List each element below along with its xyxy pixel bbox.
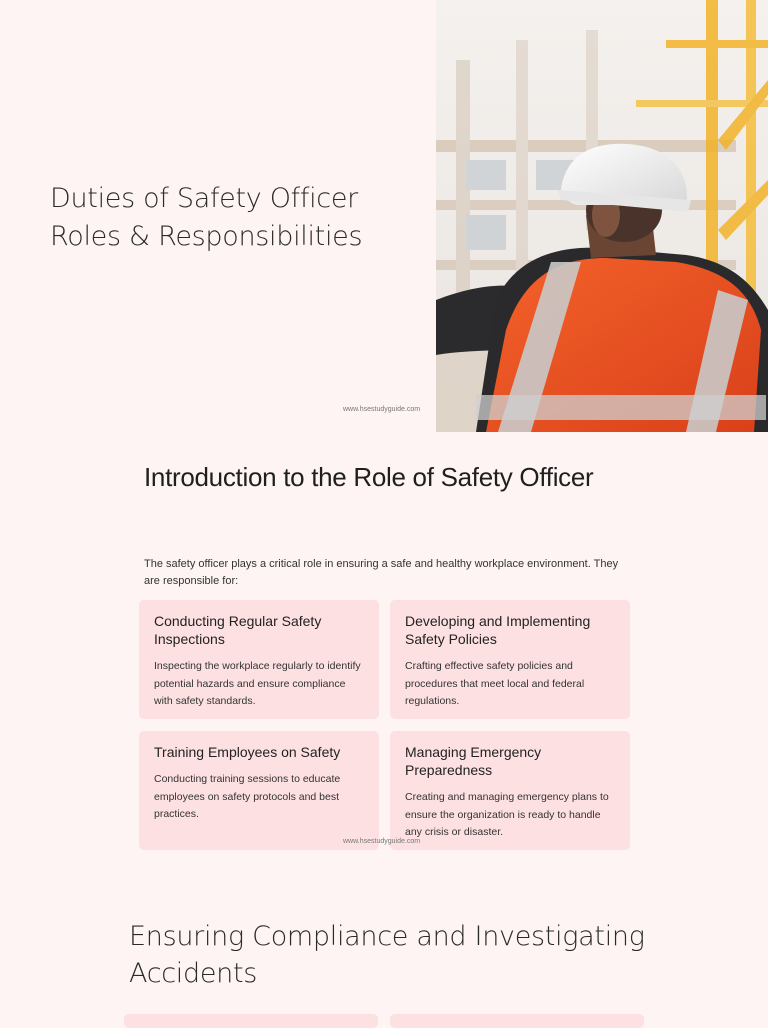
duty-card-training	[139, 731, 379, 850]
slide-heading: Introduction to the Role of Safety Officer	[144, 462, 594, 492]
watermark: www.hsestudyguide.com	[343, 406, 421, 413]
slide-title	[50, 180, 362, 256]
card-text: Crafting effective safety policies and procedures that meet local and federal regulations.	[405, 660, 585, 707]
card-text: Conducting training sessions to educate employees on safety protocols and best practices.	[154, 773, 341, 820]
card-title: Training Employees on Safety	[154, 744, 341, 760]
duty-card-policies	[390, 600, 630, 719]
duty-card-emergency	[390, 731, 630, 850]
card-title: Managing Emergency Preparedness	[405, 744, 542, 778]
card-text: Inspecting the workplace regularly to identify potential hazards and ensure compliance with safety standards.	[154, 660, 361, 707]
slide-heading	[129, 918, 645, 992]
card-top-edge	[124, 1014, 378, 1028]
title-slide	[0, 0, 768, 432]
heading-line-2: Accidents	[129, 958, 258, 989]
intro-slide	[0, 432, 768, 860]
title-line-1: Duties of Safety Officer	[50, 183, 358, 214]
duty-card-inspections	[139, 600, 379, 719]
card-title: Conducting Regular Safety Inspections	[154, 613, 322, 647]
intro-paragraph: The safety officer plays a critical role in ensuring a safe and healthy workplace environment. They are responsible for:	[144, 558, 619, 587]
card-top-edge	[390, 1014, 644, 1028]
title-line-2: Roles & Responsibilities	[50, 221, 363, 252]
card-title: Developing and Implementing Safety Policies	[405, 613, 591, 647]
heading-line-1: Ensuring Compliance and Investigating	[129, 921, 645, 952]
watermark: www.hsestudyguide.com	[343, 838, 421, 845]
compliance-slide	[0, 860, 768, 1024]
card-text: Creating and managing emergency plans to ensure the organization is ready to handle any crisis or disaster.	[405, 791, 609, 838]
construction-worker-photo	[436, 0, 768, 432]
